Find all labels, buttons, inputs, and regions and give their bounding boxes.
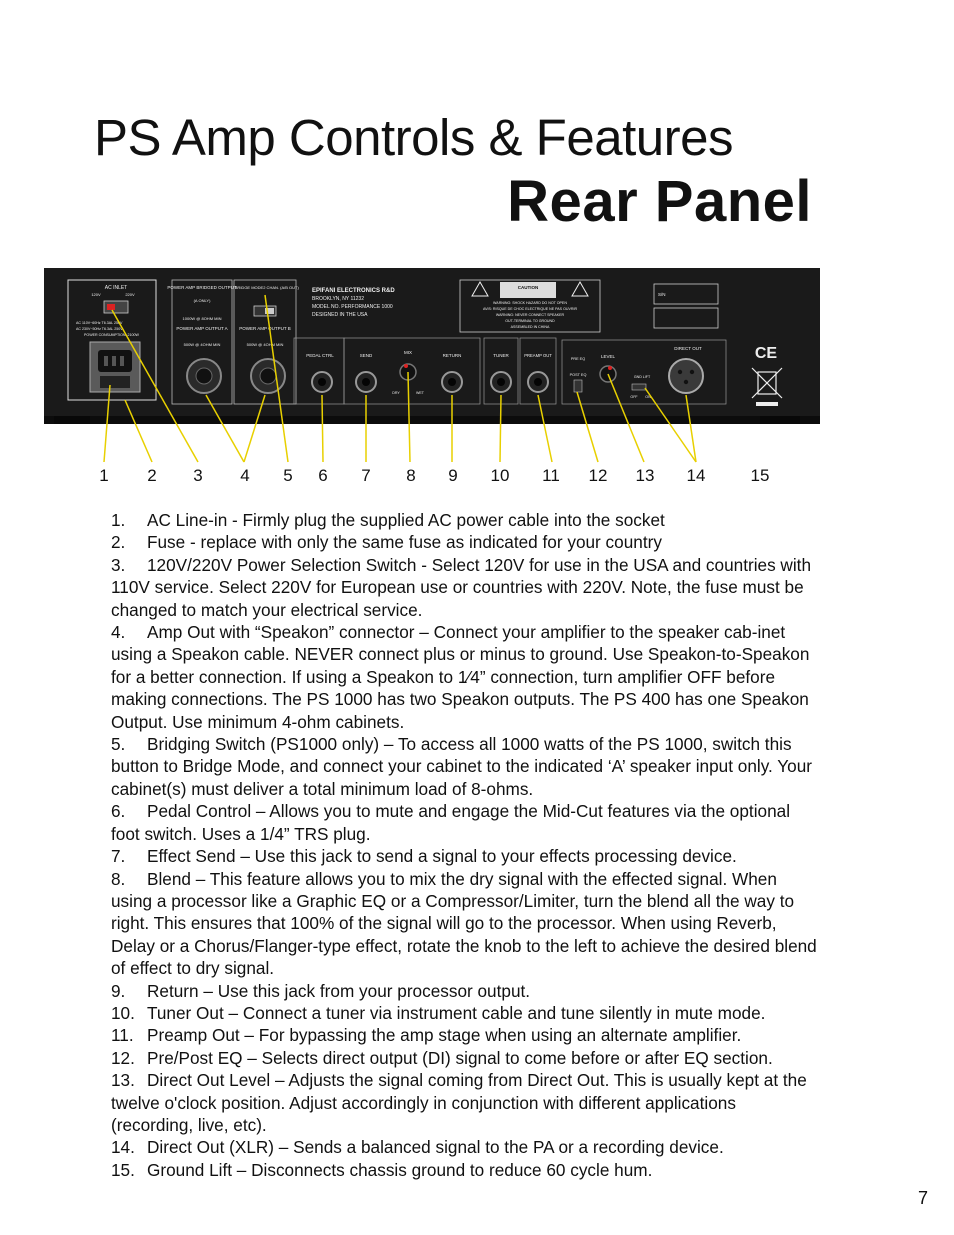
callout-12: 12	[588, 466, 608, 485]
bridged-output-label: POWER AMP BRIDGED OUTPUT	[167, 285, 237, 290]
item-number: 1.	[111, 510, 126, 530]
callout-10: 10	[490, 466, 510, 485]
item-text: AC Line-in - Firmly plug the supplied AC power cable into the socket	[147, 510, 665, 530]
maker-line-1: EPIFANI ELECTRONICS R&D	[312, 288, 395, 294]
item-text: Amp Out with “Speakon” connector – Connect your amplifier to the speaker cab-inet using a Speakon cable. NEVER connect plus or minus to ground. Use Speakon-to-Speakon for a better connection. If using a Speakon to 1⁄4” connection, turn amplifier OFF before making connections. The PS 1000 has two Speakon outputs. The PS 400 has one Speakon Output. Use minimum 4-ohm cabinets.	[111, 622, 810, 732]
preamp-out-label: PREAMP OUT	[524, 353, 552, 358]
callout-8: 8	[406, 466, 416, 485]
callout-5: 5	[283, 466, 293, 485]
item-number: 11.	[111, 1025, 134, 1046]
item-text: Pedal Control – Allows you to mute and engage the Mid-Cut features via the optional foot switch. Uses a 1/4” TRS plug.	[111, 801, 791, 844]
item-number: 8.	[111, 868, 126, 889]
list-item	[111, 1047, 817, 1069]
a-only-label: (A ONLY)	[193, 298, 211, 303]
list-item	[111, 1002, 817, 1024]
item-number: 7.	[111, 846, 126, 867]
tuner-label: TUNER	[493, 353, 509, 358]
item-text: Bridging Switch (PS1000 only) – To access all 1000 watts of the PS 1000, switch this button to Bridge Mode, and connect your cabinet to the indicated ‘A’ speaker input only. Your cabinet(s) must deliver a total minimum load of 8-ohms.	[111, 734, 813, 799]
item-number: 13.	[111, 1070, 135, 1091]
mix-label: MIX	[403, 350, 413, 355]
callout-6: 6	[318, 466, 328, 485]
dry-label: DRY	[392, 391, 400, 395]
item-text: Return – Use this jack from your processor output.	[147, 980, 531, 1001]
list-item	[111, 800, 817, 845]
bridged-rating: 1000W @ 8OHM MIN	[182, 316, 222, 321]
callout-15: 15	[750, 466, 770, 485]
gnd-lift-label: GND LIFT	[633, 375, 651, 379]
item-text: Ground Lift – Disconnects chassis ground to reduce 60 cycle hum.	[147, 1159, 653, 1180]
item-text: Fuse - replace with only the same fuse as indicated for your country	[147, 532, 662, 553]
warning-line-3: WARNING: NEVER CONNECT SPEAKER	[495, 313, 565, 317]
page-number: 7	[917, 1188, 928, 1208]
item-number: 6.	[111, 801, 126, 822]
send-label: SEND	[359, 353, 373, 358]
callout-2: 2	[147, 466, 157, 485]
callout-14: 14	[686, 466, 706, 485]
list-item	[111, 845, 817, 867]
item-number: 10.	[111, 1002, 135, 1023]
callout-9: 9	[448, 466, 458, 485]
return-label: RETURN	[442, 353, 462, 358]
output-a-rating: 500W @ 4OHM MIN	[183, 342, 221, 347]
maker-line-2: BROOKLYN, NY 11232	[312, 296, 364, 302]
direct-out-label: DIRECT OUT	[674, 346, 702, 351]
callout-numbers	[0, 466, 954, 488]
item-text: 120V/220V Power Selection Switch - Select 120V for use in the USA and countries with 110V service. Select 220V for European use or countries with 220V. Note, the fuse must be changed to match your electrical service.	[111, 554, 812, 620]
maker-line-4: DESIGNED IN THE USA	[312, 312, 368, 318]
ce-mark: CE	[754, 345, 778, 362]
pedal-ctrl-label: PEDAL CTRL	[306, 353, 334, 358]
sn-label: S/N	[658, 292, 666, 297]
item-number: 3.	[111, 554, 126, 575]
page-title: PS Amp Controls & Features	[94, 109, 733, 166]
item-text: Pre/Post EQ – Selects direct output (DI) signal to come before or after EQ section.	[147, 1047, 773, 1068]
wet-label: WET	[416, 391, 424, 395]
features-list	[111, 509, 817, 1181]
output-b-label: POWER AMP OUTPUT B	[239, 326, 291, 331]
on-label: ON	[645, 395, 651, 399]
list-item	[111, 733, 817, 800]
item-number: 14.	[111, 1137, 135, 1158]
item-text: Direct Out Level – Adjusts the signal coming from Direct Out. This is usually kept at the twelve o'clock position. Adjust accordingly in conjunction with different applications (recording, live, etc).	[111, 1070, 807, 1135]
spec-line-1: AC 110V~60Hz T6.3AL 250V	[76, 321, 123, 325]
item-number: 2.	[111, 532, 126, 553]
list-item	[111, 1024, 817, 1046]
level-label: LEVEL	[600, 354, 616, 359]
list-item	[111, 980, 817, 1002]
list-item	[111, 1069, 817, 1136]
item-text: Preamp Out – For bypassing the amp stage when using an alternate amplifier.	[147, 1025, 742, 1046]
item-text: Direct Out (XLR) – Sends a balanced signal to the PA or a recording device.	[147, 1137, 724, 1158]
list-item	[111, 1159, 817, 1181]
power-consumption: POWER CONSUMPTION: 2100W	[84, 333, 139, 337]
item-text: Effect Send – Use this jack to send a signal to your effects processing device.	[147, 846, 737, 867]
pre-eq-label: PRE EQ	[570, 357, 586, 361]
item-number: 15.	[111, 1159, 135, 1180]
callout-4: 4	[240, 466, 250, 485]
bridge-mode-label: BRIDGE MODE	[234, 285, 264, 290]
list-item	[111, 868, 817, 980]
callout-3: 3	[193, 466, 203, 485]
ac-inlet-label: AC INLET	[104, 285, 128, 291]
item-text: Tuner Out – Connect a tuner via instrument cable and tune silently in mute mode.	[147, 1002, 766, 1023]
v120-label: 120V	[91, 292, 101, 297]
warning-line-5: ASSEMBLED IN CHINA	[510, 325, 550, 329]
list-item	[111, 509, 817, 531]
item-number: 4.	[111, 622, 126, 643]
callout-7: 7	[361, 466, 371, 485]
item-number: 5.	[111, 734, 126, 755]
v220-label: 220V	[125, 292, 135, 297]
item-number: 12.	[111, 1047, 135, 1068]
off-label: OFF	[630, 395, 638, 399]
warning-line-4: OUT-TERMINAL TO GROUND	[505, 319, 555, 323]
callout-1: 1	[99, 466, 109, 485]
output-b-rating: 500W @ 4OHM MIN	[246, 342, 284, 347]
warning-line-2: AVIS: RISQUE DE CHOC ELECTRIQUE NE PAS OUVRIR	[482, 307, 578, 311]
caution-label: CAUTION	[517, 285, 539, 290]
list-item	[111, 554, 817, 621]
list-item	[111, 1136, 817, 1158]
callout-11: 11	[542, 466, 560, 485]
maker-line-3: MODEL NO. PERFORMANCE 1000	[312, 304, 393, 310]
post-eq-label: POST EQ	[569, 373, 587, 377]
page-subtitle: Rear Panel	[507, 169, 812, 234]
list-item	[111, 621, 817, 733]
callout-13: 13	[635, 466, 655, 485]
item-number: 9.	[111, 980, 126, 1001]
list-item	[111, 531, 817, 553]
item-text: Blend – This feature allows you to mix the dry signal with the effected signal. When using a processor like a Graphic EQ or a Compressor/Limiter, turn the blend all the way to right. This ensures that 100% of the signal will go to the processor. When using Reverb, Delay or a Chorus/Flanger-type effect, rotate the knob to the left to achieve the desired blend of effect to dry signal.	[111, 868, 817, 979]
two-chan-label: 2 CHAN. (A/B OUT)	[263, 285, 299, 290]
warning-line-1: WARNING: SHOCK HAZARD DO NOT OPEN	[493, 301, 567, 305]
spec-line-2: AC 230V~50Hz T6.3AL 250V	[76, 327, 123, 331]
output-a-label: POWER AMP OUTPUT A	[176, 326, 228, 331]
